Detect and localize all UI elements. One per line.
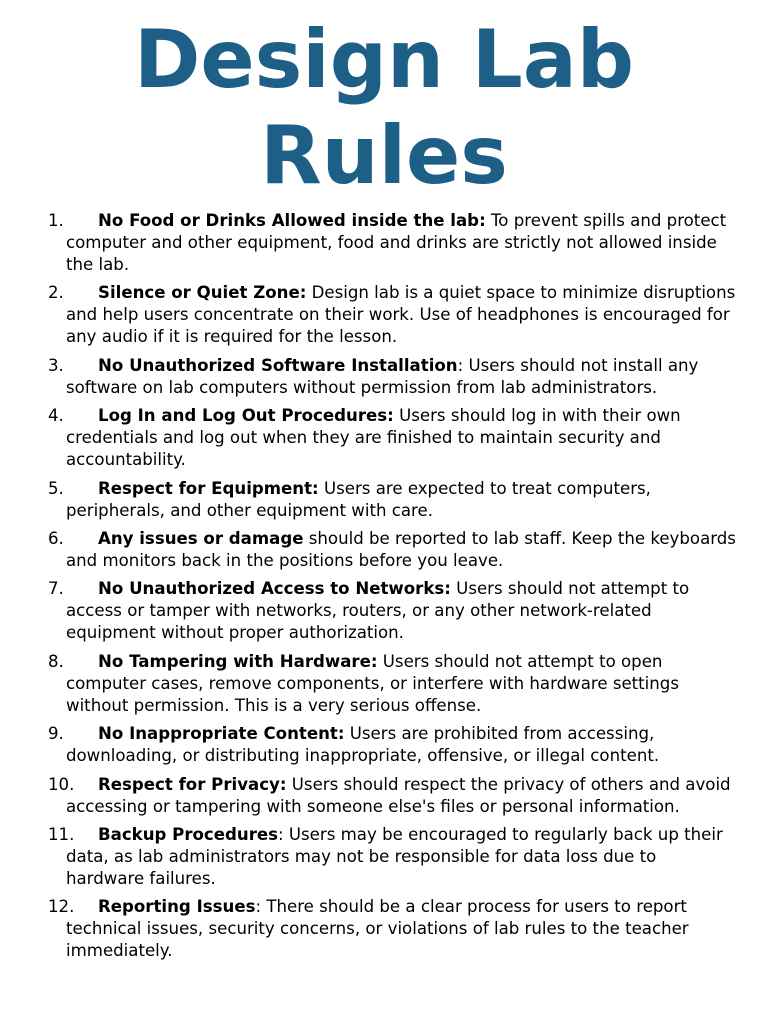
rule-number: 8. (48, 651, 64, 671)
rules-list (48, 210, 738, 969)
rule-body: : Users may be encouraged to regularly back up their data, as lab administrators may not be responsible for data loss due to hardware failures. (66, 824, 723, 888)
rule-item-7 (48, 578, 738, 644)
rule-body: : Users should not install any software on lab computers without permission from lab administrators. (66, 355, 699, 397)
rule-heading: Any issues or damage (98, 528, 304, 548)
rule-number: 1. (48, 211, 64, 230)
rule-body: Users should log in with their own credentials and log out when they are finished to maintain security and accountability. (66, 406, 681, 470)
rule-heading: Backup Procedures (98, 824, 279, 844)
rule-body: Users should not attempt to open computer cases, remove components, or interfere with hardware settings without permission. This is a very serious offense. (66, 651, 679, 715)
rule-body: Users are prohibited from accessing, downloading, or distributing inappropriate, offensive, or illegal content. (66, 724, 660, 766)
rule-item-10 (48, 774, 738, 818)
rule-number: 6. (48, 528, 64, 548)
rule-item-9 (48, 723, 738, 767)
rule-item-6 (48, 528, 738, 572)
rule-number: 11. (48, 824, 75, 844)
rule-item-12 (48, 896, 738, 962)
rule-heading: No Unauthorized Access to Networks: (98, 579, 451, 599)
rule-item-1 (48, 210, 738, 276)
rule-body: should be reported to lab staff. Keep the keyboards and monitors back in the positions before you leave. (66, 528, 736, 570)
page-title (0, 0, 768, 204)
rule-heading: Silence or Quiet Zone: (98, 283, 307, 303)
rule-heading: Reporting Issues (98, 897, 256, 917)
rule-item-11 (48, 824, 738, 890)
rule-heading: No Inappropriate Content: (98, 724, 345, 744)
rule-item-3 (48, 355, 738, 399)
rule-body: : There should be a clear process for users to report technical issues, security concerns, or violations of lab rules to the teacher immediately. (66, 897, 689, 961)
rule-heading: Respect for Privacy: (98, 774, 287, 794)
rule-number: 3. (48, 355, 64, 375)
rule-item-8 (48, 651, 738, 717)
rule-number: 2. (48, 283, 64, 303)
rule-number: 7. (48, 579, 64, 599)
rule-number: 5. (48, 478, 64, 498)
rule-number: 9. (48, 724, 64, 744)
page-title-line-2: Rules (260, 109, 508, 202)
rule-heading: Log In and Log Out Procedures: (98, 406, 394, 426)
rule-heading: No Tampering with Hardware: (98, 651, 378, 671)
rule-body: To prevent spills and protect computer and other equipment, food and drinks are strictly not allowed inside the lab. (66, 211, 727, 274)
rule-heading: No Food or Drinks Allowed inside the lab: (98, 211, 486, 230)
rule-body: Users should not attempt to access or tamper with networks, routers, or any other network-related equipment without proper authorization. (66, 579, 690, 643)
rule-body: Users should respect the privacy of others and avoid accessing or tampering with someone else's files or personal information. (66, 774, 731, 816)
rule-item-2 (48, 282, 738, 348)
rule-number: 4. (48, 406, 64, 426)
rule-item-5 (48, 478, 738, 522)
rule-heading: No Unauthorized Software Installation (98, 355, 458, 375)
rule-body: Design lab is a quiet space to minimize disruptions and help users concentrate on their work. Use of headphones is encouraged for any audio if it is required for the lesson. (66, 283, 736, 347)
rule-body: Users are expected to treat computers, peripherals, and other equipment with care. (66, 478, 651, 520)
rule-number: 10. (48, 774, 75, 794)
rule-item-4 (48, 405, 738, 471)
rule-heading: Respect for Equipment: (98, 478, 319, 498)
page-title-line-1: Design Lab (134, 13, 634, 106)
rule-number: 12. (48, 897, 75, 917)
